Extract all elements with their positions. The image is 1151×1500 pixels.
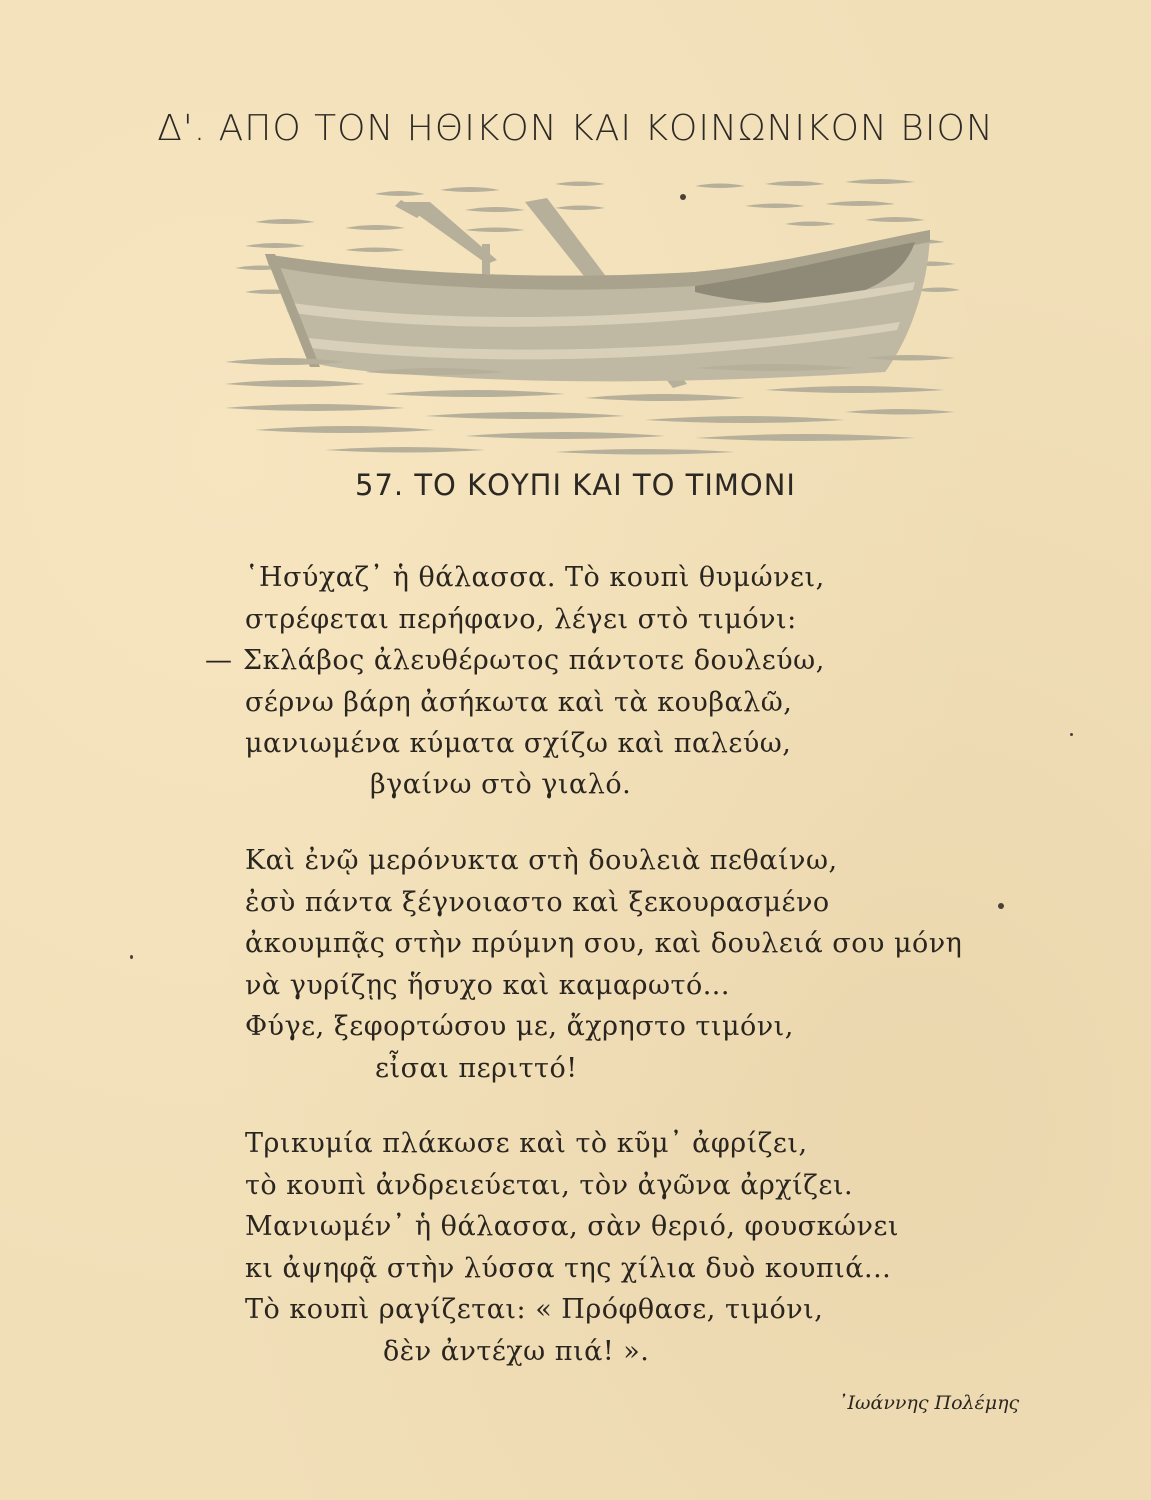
stanza2-line5: Φύγε, ξεφορτώσου με, ἄχρηστο τιμόνι, bbox=[245, 1011, 794, 1042]
poem-title: 57. ΤΟ ΚΟΥΠΙ ΚΑΙ ΤΟ ΤΙΜΟΝΙ bbox=[355, 468, 796, 502]
paper-speck bbox=[130, 955, 133, 959]
stanza2-line1: Καὶ ἐνῷ μερόνυκτα στὴ δουλειὰ πεθαίνω, bbox=[245, 845, 838, 876]
poem-author: ᾽Ιωάννης Πολέμης bbox=[838, 1392, 1020, 1414]
stanza1-line3: Σκλάβος ἀλευθέρωτος πάντοτε δουλεύω, bbox=[243, 645, 825, 676]
paper-speck bbox=[1070, 733, 1073, 736]
stanza3-line4: κι ἀψηφᾷ στὴν λύσσα της χίλια δυὸ κουπιά... bbox=[245, 1253, 892, 1284]
stanza1-line5: μανιωμένα κύματα σχίζω καὶ παλεύω, bbox=[245, 728, 792, 759]
stanza2-line4: νὰ γυρίζῃς ἥσυχο καὶ καμαρωτό... bbox=[245, 970, 730, 1001]
stanza3-line6: δὲν ἀντέχω πιά! ». bbox=[383, 1336, 650, 1367]
rowboat-illustration bbox=[225, 172, 965, 457]
stanza3-line5: Τὸ κουπὶ ραγίζεται: « Πρόφθασε, τιμόνι, bbox=[245, 1294, 824, 1325]
stanza2-line6: εἶσαι περιττό! bbox=[375, 1053, 578, 1084]
paper-speck bbox=[998, 903, 1004, 909]
stanza1-line1: ῾Ησύχαζ᾽ ἡ θάλασσα. Τὸ κουπὶ θυμώνει, bbox=[245, 562, 825, 593]
paper-speck bbox=[680, 194, 686, 200]
section-heading: Δ'. ΑΠΟ ΤΟΝ ΗΘΙΚΟΝ ΚΑΙ ΚΟΙΝΩΝΙΚΟΝ ΒΙΟΝ bbox=[157, 108, 994, 149]
stanza3-line2: τὸ κουπὶ ἀνδρειεύεται, τὸν ἀγῶνα ἀρχίζει. bbox=[245, 1170, 854, 1201]
stanza1-line6: βγαίνω στὸ γιαλό. bbox=[370, 769, 632, 800]
stanza2-line3: ἀκουμπᾷς στὴν πρύμνη σου, καὶ δουλειά σου μόνη bbox=[245, 928, 963, 959]
stanza3-line1: Τρικυμία πλάκωσε καὶ τὸ κῦμ᾽ ἀφρίζει, bbox=[245, 1128, 808, 1159]
stanza2-line2: ἐσὺ πάντα ξέγνοιαστο καὶ ξεκουρασμένο bbox=[245, 887, 830, 918]
stanza3-line3: Μανιωμέν᾽ ἡ θάλασσα, σὰν θεριό, φουσκώνει bbox=[245, 1211, 899, 1242]
em-dash: — bbox=[205, 645, 232, 676]
stanza1-line4: σέρνω βάρη ἀσήκωτα καὶ τὰ κουβαλῶ, bbox=[245, 687, 793, 718]
stanza1-line2: στρέφεται περήφανο, λέγει στὸ τιμόνι: bbox=[245, 604, 797, 635]
